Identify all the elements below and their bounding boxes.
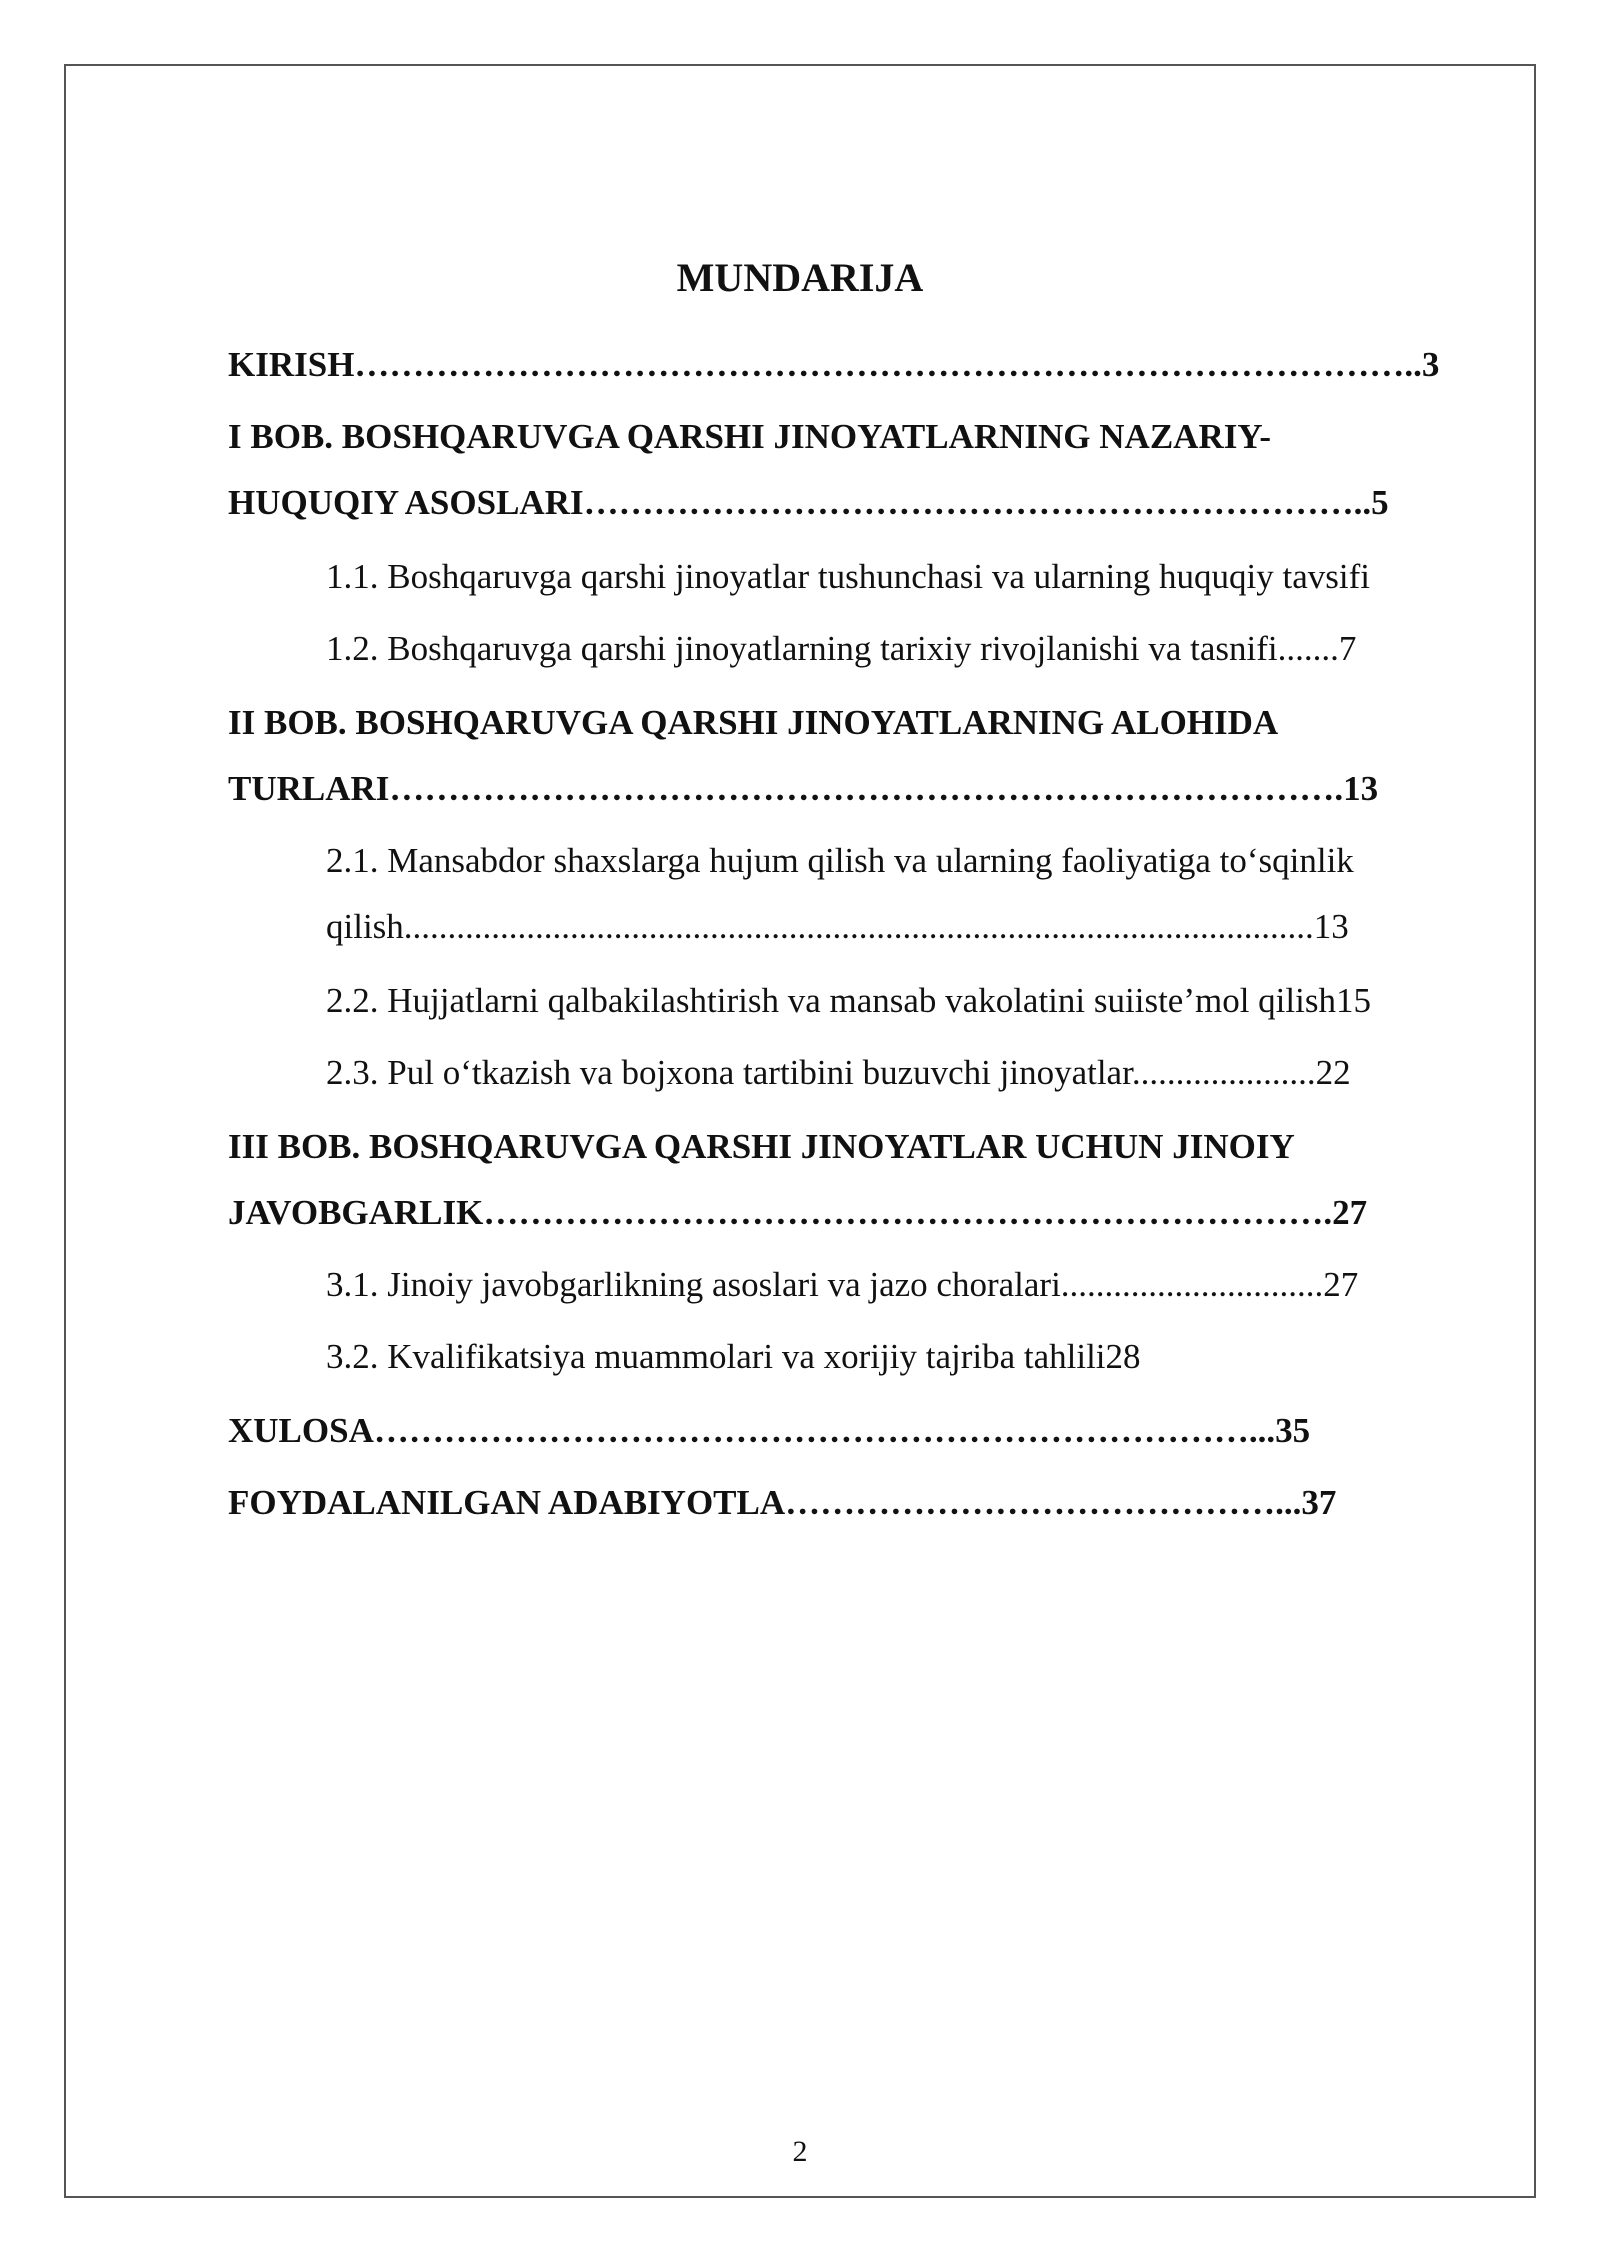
- toc-entry-foydalanilgan-adabiyotlar: FOYDALANILGAN ADABIYOTLA……………………………………...37: [228, 1483, 1337, 1522]
- toc-section-2-2: 2.2. Hujjatlarni qalbakilashtirish va mansab vakolatini suiiste’mol qilish15: [326, 981, 1371, 1020]
- toc-section-1-1: 1.1. Boshqaruvga qarshi jinoyatlar tushunchasi va ularning huquqiy tavsifi: [326, 557, 1370, 596]
- document-title: MUNDARIJA: [676, 255, 924, 300]
- toc-entry-kirish: KIRISH………………………………………………………………………………..3: [228, 345, 1440, 384]
- toc-chapter-1-line-2: HUQUQIY ASOSLARI…………………………………………………………..5: [228, 483, 1389, 522]
- page-number: 2: [792, 2135, 808, 2168]
- toc-chapter-3-line-2: JAVOBGARLIK……………………………………………………………….27: [228, 1193, 1368, 1232]
- toc-section-1-2: 1.2. Boshqaruvga qarshi jinoyatlarning tarixiy rivojlanishi va tasnifi.......7: [326, 629, 1357, 668]
- toc-chapter-1-line-1: I BOB. BOSHQARUVGA QARSHI JINOYATLARNING NAZARIY-: [228, 417, 1272, 456]
- toc-entry-xulosa: XULOSA…………………………………………………………………...35: [228, 1411, 1311, 1450]
- toc-chapter-2-line-2: TURLARI……………………………………………………………………….13: [228, 769, 1379, 808]
- toc-chapter-3-line-1: III BOB. BOSHQARUVGA QARSHI JINOYATLAR UCHUN JINOIY: [228, 1127, 1295, 1166]
- toc-section-2-1-line-1: 2.1. Mansabdor shaxslarga hujum qilish va ularning faoliyatiga to‘sqinlik: [326, 841, 1354, 880]
- toc-section-2-1-line-2: qilish........................................................................................................13: [326, 907, 1349, 946]
- toc-section-3-2: 3.2. Kvalifikatsiya muammolari va xorijiy tajriba tahlili28: [326, 1337, 1141, 1376]
- toc-chapter-2-line-1: II BOB. BOSHQARUVGA QARSHI JINOYATLARNING ALOHIDA: [228, 703, 1279, 742]
- toc-section-3-1: 3.1. Jinoiy javobgarlikning asoslari va jazo choralari..............................27: [326, 1265, 1359, 1304]
- toc-section-2-3: 2.3. Pul o‘tkazish va bojxona tartibini buzuvchi jinoyatlar.....................22: [326, 1053, 1351, 1092]
